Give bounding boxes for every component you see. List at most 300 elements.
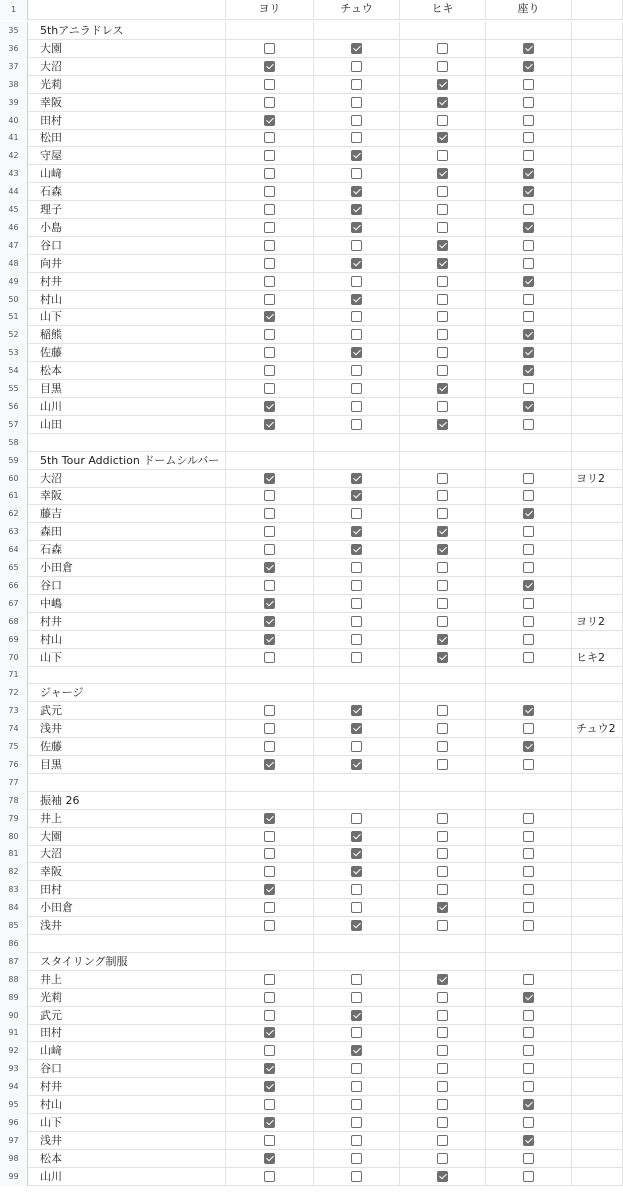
suwari-cell[interactable] <box>486 899 572 917</box>
suwari-checkbox[interactable] <box>523 311 534 322</box>
chuu-checkbox[interactable] <box>351 1063 362 1074</box>
suwari-cell[interactable] <box>486 326 572 344</box>
yori-checkbox[interactable] <box>264 705 275 716</box>
hiki-checkbox[interactable] <box>437 43 448 54</box>
yori-cell[interactable] <box>226 1078 314 1096</box>
yori-cell[interactable] <box>226 219 314 237</box>
name-cell[interactable]: 小田倉 <box>28 899 226 917</box>
note-cell[interactable] <box>572 684 623 702</box>
yori-cell[interactable] <box>226 1132 314 1150</box>
hiki-checkbox[interactable] <box>437 1153 448 1164</box>
row-number[interactable]: 58 <box>0 434 28 452</box>
suwari-checkbox[interactable] <box>523 1081 534 1092</box>
yori-cell[interactable] <box>226 1024 314 1042</box>
yori-checkbox[interactable] <box>264 1099 275 1110</box>
name-cell[interactable]: 山下 <box>28 308 226 326</box>
hiki-checkbox[interactable] <box>437 473 448 484</box>
yori-cell[interactable] <box>226 1096 314 1114</box>
row-number[interactable]: 41 <box>0 129 28 147</box>
suwari-cell[interactable] <box>486 756 572 774</box>
header-hiki[interactable]: ヒキ <box>400 0 486 20</box>
name-cell[interactable]: 山﨑 <box>28 165 226 183</box>
section-title-cell[interactable]: ジャージ <box>28 684 226 702</box>
note-cell[interactable] <box>572 577 623 595</box>
suwari-cell[interactable] <box>486 613 572 631</box>
chuu-cell[interactable] <box>314 935 400 953</box>
suwari-cell[interactable] <box>486 201 572 219</box>
name-cell[interactable]: 大沼 <box>28 845 226 863</box>
yori-cell[interactable] <box>226 362 314 380</box>
hiki-checkbox[interactable] <box>437 79 448 90</box>
name-cell[interactable]: 小田倉 <box>28 559 226 577</box>
note-cell[interactable] <box>572 953 623 971</box>
name-cell[interactable]: 村山 <box>28 291 226 309</box>
yori-checkbox[interactable] <box>264 974 275 985</box>
yori-checkbox[interactable] <box>264 562 275 573</box>
chuu-checkbox[interactable] <box>351 115 362 126</box>
hiki-checkbox[interactable] <box>437 365 448 376</box>
yori-checkbox[interactable] <box>264 580 275 591</box>
chuu-cell[interactable] <box>314 326 400 344</box>
row-number[interactable]: 69 <box>0 631 28 649</box>
yori-cell[interactable] <box>226 953 314 971</box>
name-cell[interactable]: 浅井 <box>28 917 226 935</box>
note-cell[interactable] <box>572 416 623 434</box>
yori-cell[interactable] <box>226 344 314 362</box>
note-cell[interactable] <box>572 774 623 792</box>
row-number[interactable]: 36 <box>0 40 28 58</box>
chuu-cell[interactable] <box>314 147 400 165</box>
note-cell[interactable] <box>572 183 623 201</box>
yori-checkbox[interactable] <box>264 848 275 859</box>
name-cell[interactable]: 小島 <box>28 219 226 237</box>
suwari-cell[interactable] <box>486 416 572 434</box>
yori-cell[interactable] <box>226 1168 314 1186</box>
yori-checkbox[interactable] <box>264 1153 275 1164</box>
suwari-cell[interactable] <box>486 953 572 971</box>
yori-checkbox[interactable] <box>264 544 275 555</box>
name-cell[interactable]: 幸阪 <box>28 94 226 112</box>
name-cell[interactable]: 谷口 <box>28 1060 226 1078</box>
chuu-checkbox[interactable] <box>351 1117 362 1128</box>
chuu-cell[interactable] <box>314 22 400 40</box>
name-cell[interactable]: 村井 <box>28 273 226 291</box>
chuu-checkbox[interactable] <box>351 276 362 287</box>
chuu-checkbox[interactable] <box>351 813 362 824</box>
chuu-cell[interactable] <box>314 738 400 756</box>
hiki-checkbox[interactable] <box>437 419 448 430</box>
name-cell[interactable]: 目黒 <box>28 380 226 398</box>
note-cell[interactable] <box>572 756 623 774</box>
yori-checkbox[interactable] <box>264 168 275 179</box>
hiki-checkbox[interactable] <box>437 311 448 322</box>
suwari-checkbox[interactable] <box>523 1010 534 1021</box>
yori-cell[interactable] <box>226 720 314 738</box>
suwari-cell[interactable] <box>486 863 572 881</box>
yori-cell[interactable] <box>226 917 314 935</box>
yori-checkbox[interactable] <box>264 61 275 72</box>
hiki-cell[interactable] <box>400 1024 486 1042</box>
yori-checkbox[interactable] <box>264 723 275 734</box>
name-cell[interactable] <box>28 935 226 953</box>
chuu-checkbox[interactable] <box>351 1027 362 1038</box>
chuu-checkbox[interactable] <box>351 258 362 269</box>
suwari-cell[interactable] <box>486 523 572 541</box>
suwari-cell[interactable] <box>486 487 572 505</box>
name-cell[interactable]: 大園 <box>28 828 226 846</box>
chuu-checkbox[interactable] <box>351 329 362 340</box>
yori-checkbox[interactable] <box>264 1027 275 1038</box>
suwari-cell[interactable] <box>486 273 572 291</box>
suwari-cell[interactable] <box>486 828 572 846</box>
yori-checkbox[interactable] <box>264 616 275 627</box>
chuu-cell[interactable] <box>314 971 400 989</box>
chuu-cell[interactable] <box>314 76 400 94</box>
chuu-checkbox[interactable] <box>351 884 362 895</box>
note-cell[interactable] <box>572 487 623 505</box>
chuu-checkbox[interactable] <box>351 580 362 591</box>
hiki-cell[interactable] <box>400 684 486 702</box>
chuu-cell[interactable] <box>314 917 400 935</box>
row-number[interactable]: 89 <box>0 989 28 1007</box>
chuu-checkbox[interactable] <box>351 347 362 358</box>
chuu-checkbox[interactable] <box>351 365 362 376</box>
hiki-cell[interactable] <box>400 237 486 255</box>
row-number[interactable]: 64 <box>0 541 28 559</box>
suwari-cell[interactable] <box>486 219 572 237</box>
yori-cell[interactable] <box>226 702 314 720</box>
chuu-checkbox[interactable] <box>351 168 362 179</box>
chuu-checkbox[interactable] <box>351 920 362 931</box>
note-cell[interactable] <box>572 255 623 273</box>
suwari-cell[interactable] <box>486 971 572 989</box>
suwari-checkbox[interactable] <box>523 79 534 90</box>
yori-cell[interactable] <box>226 559 314 577</box>
suwari-checkbox[interactable] <box>523 1117 534 1128</box>
chuu-checkbox[interactable] <box>351 544 362 555</box>
name-cell[interactable]: 山川 <box>28 398 226 416</box>
chuu-cell[interactable] <box>314 452 400 470</box>
hiki-cell[interactable] <box>400 720 486 738</box>
name-cell[interactable]: 石森 <box>28 541 226 559</box>
hiki-checkbox[interactable] <box>437 276 448 287</box>
name-cell[interactable]: 浅井 <box>28 720 226 738</box>
yori-cell[interactable] <box>226 129 314 147</box>
row-number[interactable]: 68 <box>0 613 28 631</box>
hiki-checkbox[interactable] <box>437 866 448 877</box>
chuu-checkbox[interactable] <box>351 723 362 734</box>
row-number[interactable]: 65 <box>0 559 28 577</box>
hiki-cell[interactable] <box>400 434 486 452</box>
chuu-checkbox[interactable] <box>351 1153 362 1164</box>
chuu-checkbox[interactable] <box>351 562 362 573</box>
suwari-cell[interactable] <box>486 470 572 488</box>
note-cell[interactable] <box>572 398 623 416</box>
yori-checkbox[interactable] <box>264 490 275 501</box>
yori-cell[interactable] <box>226 58 314 76</box>
suwari-cell[interactable] <box>486 308 572 326</box>
row-number[interactable]: 90 <box>0 1007 28 1025</box>
yori-cell[interactable] <box>226 1114 314 1132</box>
chuu-cell[interactable] <box>314 899 400 917</box>
hiki-cell[interactable] <box>400 1007 486 1025</box>
hiki-cell[interactable] <box>400 1042 486 1060</box>
note-cell[interactable] <box>572 523 623 541</box>
row-number[interactable]: 49 <box>0 273 28 291</box>
chuu-cell[interactable] <box>314 953 400 971</box>
hiki-cell[interactable] <box>400 326 486 344</box>
yori-checkbox[interactable] <box>264 526 275 537</box>
hiki-cell[interactable] <box>400 881 486 899</box>
note-cell[interactable]: ヨリ2 <box>572 470 623 488</box>
chuu-cell[interactable] <box>314 40 400 58</box>
yori-checkbox[interactable] <box>264 884 275 895</box>
name-cell[interactable]: 山川 <box>28 1168 226 1186</box>
suwari-cell[interactable] <box>486 881 572 899</box>
yori-cell[interactable] <box>226 1150 314 1168</box>
row-number[interactable]: 38 <box>0 76 28 94</box>
row-number[interactable]: 87 <box>0 953 28 971</box>
hiki-checkbox[interactable] <box>437 1135 448 1146</box>
chuu-cell[interactable] <box>314 666 400 684</box>
suwari-checkbox[interactable] <box>523 544 534 555</box>
suwari-checkbox[interactable] <box>523 759 534 770</box>
hiki-cell[interactable] <box>400 129 486 147</box>
hiki-cell[interactable] <box>400 1096 486 1114</box>
yori-cell[interactable] <box>226 541 314 559</box>
suwari-checkbox[interactable] <box>523 884 534 895</box>
suwari-checkbox[interactable] <box>523 652 534 663</box>
name-cell[interactable]: 目黒 <box>28 756 226 774</box>
chuu-cell[interactable] <box>314 201 400 219</box>
hiki-cell[interactable] <box>400 112 486 130</box>
hiki-cell[interactable] <box>400 1060 486 1078</box>
note-cell[interactable] <box>572 702 623 720</box>
hiki-checkbox[interactable] <box>437 1171 448 1182</box>
note-cell[interactable] <box>572 863 623 881</box>
hiki-cell[interactable] <box>400 344 486 362</box>
hiki-cell[interactable] <box>400 577 486 595</box>
hiki-checkbox[interactable] <box>437 580 448 591</box>
hiki-checkbox[interactable] <box>437 562 448 573</box>
hiki-checkbox[interactable] <box>437 490 448 501</box>
chuu-cell[interactable] <box>314 595 400 613</box>
name-cell[interactable] <box>28 666 226 684</box>
name-cell[interactable]: 佐藤 <box>28 738 226 756</box>
hiki-cell[interactable] <box>400 666 486 684</box>
hiki-cell[interactable] <box>400 541 486 559</box>
hiki-cell[interactable] <box>400 201 486 219</box>
suwari-cell[interactable] <box>486 1078 572 1096</box>
note-cell[interactable] <box>572 237 623 255</box>
hiki-checkbox[interactable] <box>437 115 448 126</box>
suwari-cell[interactable] <box>486 684 572 702</box>
chuu-cell[interactable] <box>314 1168 400 1186</box>
hiki-checkbox[interactable] <box>437 813 448 824</box>
suwari-cell[interactable] <box>486 666 572 684</box>
name-cell[interactable]: 谷口 <box>28 237 226 255</box>
name-cell[interactable]: 田村 <box>28 1024 226 1042</box>
name-cell[interactable]: 武元 <box>28 702 226 720</box>
suwari-checkbox[interactable] <box>523 902 534 913</box>
suwari-cell[interactable] <box>486 541 572 559</box>
suwari-cell[interactable] <box>486 1096 572 1114</box>
chuu-cell[interactable] <box>314 684 400 702</box>
row-number[interactable]: 96 <box>0 1114 28 1132</box>
row-number[interactable]: 53 <box>0 344 28 362</box>
hiki-cell[interactable] <box>400 899 486 917</box>
row-number[interactable]: 56 <box>0 398 28 416</box>
row-number[interactable]: 1 <box>0 0 28 20</box>
yori-checkbox[interactable] <box>264 1010 275 1021</box>
note-cell[interactable] <box>572 1024 623 1042</box>
row-number[interactable]: 72 <box>0 684 28 702</box>
name-cell[interactable]: 石森 <box>28 183 226 201</box>
note-cell[interactable] <box>572 40 623 58</box>
hiki-cell[interactable] <box>400 1150 486 1168</box>
chuu-checkbox[interactable] <box>351 222 362 233</box>
name-cell[interactable]: 藤吉 <box>28 505 226 523</box>
row-number[interactable]: 57 <box>0 416 28 434</box>
chuu-cell[interactable] <box>314 219 400 237</box>
chuu-cell[interactable] <box>314 577 400 595</box>
hiki-cell[interactable] <box>400 523 486 541</box>
suwari-checkbox[interactable] <box>523 1135 534 1146</box>
note-cell[interactable] <box>572 452 623 470</box>
yori-cell[interactable] <box>226 684 314 702</box>
note-cell[interactable] <box>572 165 623 183</box>
suwari-cell[interactable] <box>486 1114 572 1132</box>
yori-checkbox[interactable] <box>264 401 275 412</box>
suwari-checkbox[interactable] <box>523 222 534 233</box>
row-number[interactable]: 50 <box>0 291 28 309</box>
note-cell[interactable] <box>572 1114 623 1132</box>
note-cell[interactable] <box>572 201 623 219</box>
name-cell[interactable]: 田村 <box>28 881 226 899</box>
hiki-checkbox[interactable] <box>437 723 448 734</box>
name-cell[interactable]: 田村 <box>28 112 226 130</box>
suwari-cell[interactable] <box>486 1060 572 1078</box>
header-yori[interactable]: ヨリ <box>226 0 314 20</box>
suwari-cell[interactable] <box>486 76 572 94</box>
chuu-cell[interactable] <box>314 702 400 720</box>
yori-cell[interactable] <box>226 487 314 505</box>
yori-cell[interactable] <box>226 738 314 756</box>
chuu-checkbox[interactable] <box>351 473 362 484</box>
hiki-checkbox[interactable] <box>437 508 448 519</box>
name-cell[interactable]: 佐藤 <box>28 344 226 362</box>
hiki-cell[interactable] <box>400 470 486 488</box>
yori-cell[interactable] <box>226 326 314 344</box>
yori-checkbox[interactable] <box>264 1063 275 1074</box>
row-number[interactable]: 99 <box>0 1168 28 1186</box>
row-number[interactable]: 76 <box>0 756 28 774</box>
note-cell[interactable] <box>572 380 623 398</box>
chuu-cell[interactable] <box>314 1150 400 1168</box>
chuu-cell[interactable] <box>314 434 400 452</box>
chuu-checkbox[interactable] <box>351 97 362 108</box>
suwari-cell[interactable] <box>486 147 572 165</box>
name-cell[interactable]: 井上 <box>28 810 226 828</box>
chuu-checkbox[interactable] <box>351 204 362 215</box>
name-cell[interactable]: 幸阪 <box>28 863 226 881</box>
suwari-checkbox[interactable] <box>523 61 534 72</box>
suwari-cell[interactable] <box>486 1042 572 1060</box>
row-number[interactable]: 54 <box>0 362 28 380</box>
row-number[interactable]: 95 <box>0 1096 28 1114</box>
yori-checkbox[interactable] <box>264 866 275 877</box>
chuu-cell[interactable] <box>314 58 400 76</box>
chuu-cell[interactable] <box>314 523 400 541</box>
chuu-checkbox[interactable] <box>351 1081 362 1092</box>
yori-cell[interactable] <box>226 971 314 989</box>
yori-cell[interactable] <box>226 595 314 613</box>
hiki-cell[interactable] <box>400 649 486 667</box>
hiki-cell[interactable] <box>400 416 486 434</box>
yori-checkbox[interactable] <box>264 902 275 913</box>
hiki-checkbox[interactable] <box>437 1063 448 1074</box>
note-cell[interactable]: チュウ2 <box>572 720 623 738</box>
suwari-checkbox[interactable] <box>523 276 534 287</box>
note-cell[interactable] <box>572 76 623 94</box>
row-number[interactable]: 40 <box>0 112 28 130</box>
row-number[interactable]: 85 <box>0 917 28 935</box>
suwari-cell[interactable] <box>486 380 572 398</box>
yori-cell[interactable] <box>226 577 314 595</box>
yori-cell[interactable] <box>226 881 314 899</box>
chuu-cell[interactable] <box>314 237 400 255</box>
hiki-checkbox[interactable] <box>437 1117 448 1128</box>
hiki-checkbox[interactable] <box>437 1099 448 1110</box>
note-cell[interactable] <box>572 505 623 523</box>
chuu-checkbox[interactable] <box>351 974 362 985</box>
row-number[interactable]: 61 <box>0 487 28 505</box>
yori-checkbox[interactable] <box>264 294 275 305</box>
chuu-cell[interactable] <box>314 165 400 183</box>
chuu-cell[interactable] <box>314 308 400 326</box>
chuu-checkbox[interactable] <box>351 508 362 519</box>
suwari-checkbox[interactable] <box>523 150 534 161</box>
suwari-cell[interactable] <box>486 720 572 738</box>
chuu-checkbox[interactable] <box>351 634 362 645</box>
suwari-checkbox[interactable] <box>523 97 534 108</box>
hiki-cell[interactable] <box>400 828 486 846</box>
chuu-checkbox[interactable] <box>351 1010 362 1021</box>
suwari-cell[interactable] <box>486 94 572 112</box>
name-cell[interactable]: 守屋 <box>28 147 226 165</box>
suwari-checkbox[interactable] <box>523 831 534 842</box>
yori-cell[interactable] <box>226 613 314 631</box>
yori-cell[interactable] <box>226 94 314 112</box>
note-cell[interactable] <box>572 22 623 40</box>
row-number[interactable]: 79 <box>0 810 28 828</box>
hiki-checkbox[interactable] <box>437 884 448 895</box>
yori-cell[interactable] <box>226 434 314 452</box>
hiki-checkbox[interactable] <box>437 61 448 72</box>
note-cell[interactable] <box>572 58 623 76</box>
chuu-cell[interactable] <box>314 362 400 380</box>
name-cell[interactable]: 森田 <box>28 523 226 541</box>
chuu-checkbox[interactable] <box>351 419 362 430</box>
note-cell[interactable] <box>572 362 623 380</box>
yori-cell[interactable] <box>226 863 314 881</box>
suwari-checkbox[interactable] <box>523 115 534 126</box>
note-cell[interactable] <box>572 434 623 452</box>
suwari-checkbox[interactable] <box>523 992 534 1003</box>
note-cell[interactable] <box>572 326 623 344</box>
name-cell[interactable]: 村山 <box>28 1096 226 1114</box>
chuu-cell[interactable] <box>314 649 400 667</box>
